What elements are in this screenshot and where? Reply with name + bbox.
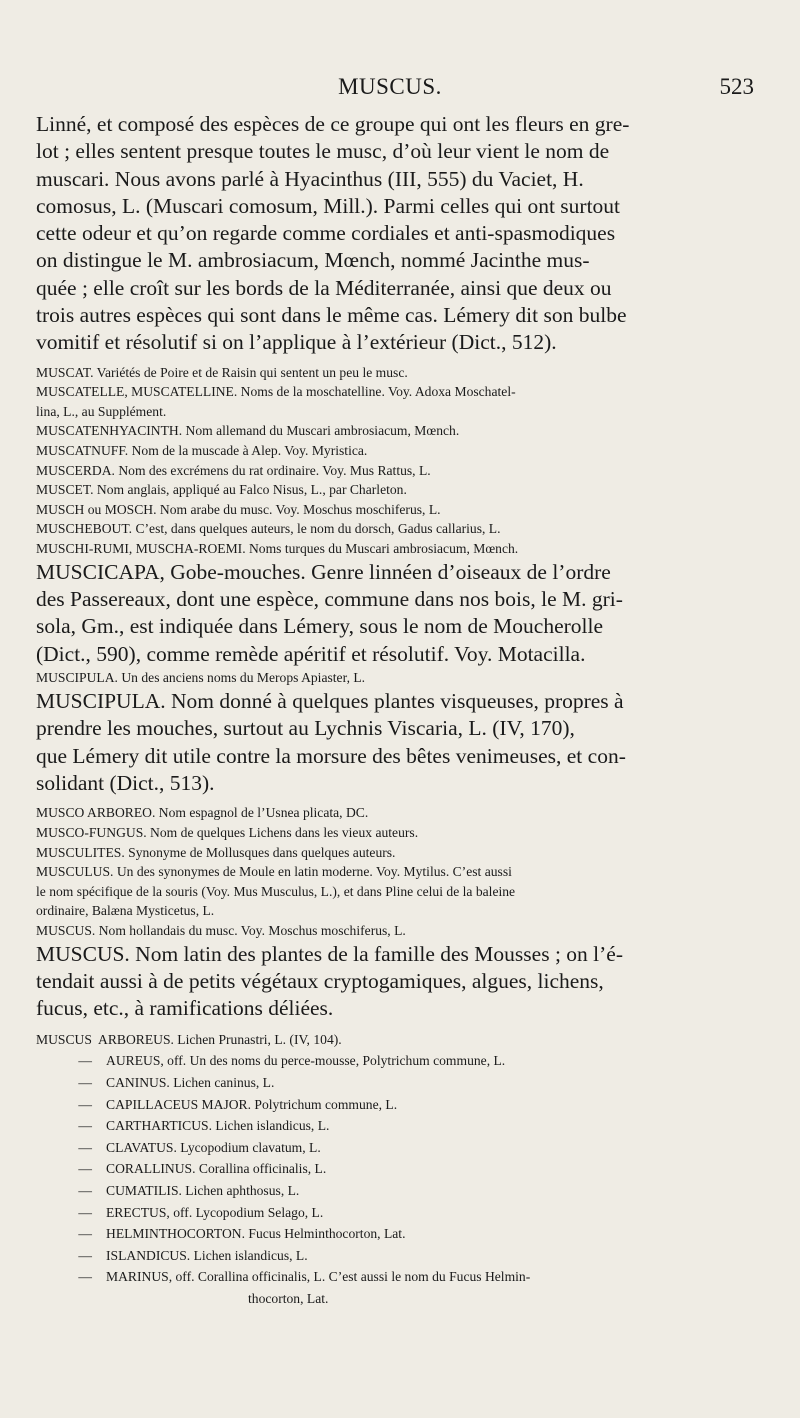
list-item [36, 1050, 764, 1072]
list-lead: — [78, 1139, 92, 1155]
list-text: ARBOREUS. Lichen Prunastri, L. (IV, 104). [98, 1031, 342, 1047]
text-line: MUSCICAPA, Gobe-mouches. Genre linnéen d’oiseaux de l’ordre [36, 559, 611, 584]
minor-entry-muscipula [36, 668, 764, 688]
text-line: comosus, L. (Muscari comosum, Mill.). Parmi celles qui ont surtout [36, 193, 621, 218]
list-lead: — [78, 1182, 92, 1198]
entry-muscat: MUSCAT. Variétés de Poire et de Raisin qui sentent un peu le musc. [36, 364, 408, 380]
list-lead: — [78, 1226, 92, 1242]
list-lead: — [78, 1161, 92, 1177]
text-line: lot ; elles sentent presque toutes le musc, d’où leur vient le nom de [36, 139, 610, 164]
list-text: CAPILLACEUS MAJOR. Polytrichum commune, L. [106, 1096, 398, 1112]
page-number: 523 [719, 74, 754, 99]
text-line: que Lémery dit utile contre la morsure des bêtes venimeuses, et con- [36, 743, 626, 768]
muscicapa-entry [36, 559, 764, 669]
list-text: HELMINTHOCORTON. Fucus Helminthocorton, Lat. [106, 1226, 406, 1242]
list-text: CARTHARTICUS. Lichen islandicus, L. [106, 1118, 330, 1134]
list-text: ISLANDICUS. Lichen islandicus, L. [106, 1247, 308, 1263]
entry-musco-arboreo: MUSCO ARBOREO. Nom espagnol de l’Usnea plicata, DC. [36, 805, 369, 821]
list-lead: — [78, 1075, 92, 1091]
list-lead: — [78, 1118, 92, 1134]
entry-musculus: MUSCULUS. Un des synonymes de Moule en latin moderne. Voy. Mytilus. C’est aussi [36, 864, 512, 880]
minor-entries-1 [36, 363, 764, 559]
text-line: cette odeur et qu’on regarde comme cordiales et anti-spasmodiques [36, 221, 616, 246]
entry-muscatelle: MUSCATELLE, MUSCATELLINE. Noms de la moschatelline. Voy. Adoxa Moschatel- [36, 384, 516, 400]
text-line: sola, Gm., est indiquée dans Lémery, sous le nom de Moucherolle [36, 614, 604, 639]
list-text: MARINUS, off. Corallina officinalis, L. C’est aussi le nom du Fucus Helmin- [106, 1269, 531, 1285]
page-header [0, 74, 800, 108]
text-line: fucus, etc., à ramifications déliées. [36, 996, 334, 1021]
list-lead: — [78, 1204, 92, 1220]
entry-muschi-rumi: MUSCHI-RUMI, MUSCHA-ROEMI. Noms turques du Muscari ambrosiacum, Mœnch. [36, 541, 519, 557]
entry-muscus-dutch: MUSCUS. Nom hollandais du musc. Voy. Moschus moschiferus, L. [36, 923, 406, 939]
entry-muschebout: MUSCHEBOUT. C’est, dans quelques auteurs, le nom du dorsch, Gadus callarius, L. [36, 521, 501, 537]
text-line: tendait aussi à de petits végétaux cryptogamiques, algues, lichens, [36, 969, 604, 994]
list-item-continuation: thocorton, Lat. [248, 1290, 329, 1306]
list-item [36, 1245, 764, 1267]
list-text: AUREUS, off. Un des noms du perce-mousse, Polytrichum commune, L. [106, 1053, 506, 1069]
list-text: CLAVATUS. Lycopodium clavatum, L. [106, 1139, 321, 1155]
entry-musco-fungus: MUSCO-FUNGUS. Nom de quelques Lichens dans les vieux auteurs. [36, 825, 419, 841]
page-body [36, 111, 764, 1310]
list-item [36, 1180, 764, 1202]
muscipula-entry [36, 688, 764, 798]
text-line: quée ; elle croît sur les bords de la Méditerranée, ainsi que deux ou [36, 275, 612, 300]
entry-musch: MUSCH ou MOSCH. Nom arabe du musc. Voy. Moschus moschiferus, L. [36, 501, 441, 517]
list-item [36, 1202, 764, 1224]
text-line: vomitif et résolutif si on l’applique à l’extérieur (Dict., 512). [36, 330, 557, 355]
text-line: trois autres espèces qui sont dans le même cas. Lémery dit son bulbe [36, 303, 627, 328]
entry-muscatelle-cont: lina, L., au Supplément. [36, 403, 167, 419]
list-item [36, 1223, 764, 1245]
list-item [36, 1072, 764, 1094]
list-text: CANINUS. Lichen caninus, L. [106, 1075, 275, 1091]
entry-musculites: MUSCULITES. Synonyme de Mollusques dans quelques auteurs. [36, 844, 396, 860]
list-text: CORALLINUS. Corallina officinalis, L. [106, 1161, 327, 1177]
running-title: MUSCUS. [338, 74, 442, 99]
text-line: MUSCUS. Nom latin des plantes de la famille des Mousses ; on l’é- [36, 941, 623, 966]
list-text: CUMATILIS. Lichen aphthosus, L. [106, 1182, 300, 1198]
entry-muscatenhyacinth: MUSCATENHYACINTH. Nom allemand du Muscari ambrosiacum, Mœnch. [36, 423, 460, 439]
text-line: on distingue le M. ambrosiacum, Mœnch, nommé Jacinthe mus- [36, 248, 590, 273]
list-lead: — [78, 1053, 92, 1069]
list-lead: — [78, 1247, 92, 1263]
list-item [36, 1137, 764, 1159]
text-line: MUSCIPULA. Nom donné à quelques plantes visqueuses, propres à [36, 688, 624, 713]
list-item [36, 1115, 764, 1137]
entry-muscerda: MUSCERDA. Nom des excrémens du rat ordinaire. Voy. Mus Rattus, L. [36, 462, 431, 478]
text-line: solidant (Dict., 513). [36, 771, 215, 796]
text-line: prendre les mouches, surtout au Lychnis Viscaria, L. (IV, 170), [36, 716, 575, 741]
text-line: (Dict., 590), comme remède apéritif et résolutif. Voy. Motacilla. [36, 641, 586, 666]
muscus-entry [36, 941, 764, 1023]
muscus-species-list [36, 1029, 764, 1310]
entry-musculus-cont: le nom spécifique de la souris (Voy. Mus Musculus, L.), et dans Pline celui de la baleine [36, 883, 516, 899]
entry-muscet: MUSCET. Nom anglais, appliqué au Falco Nisus, L., par Charleton. [36, 482, 407, 498]
entry-musculus-cont2: ordinaire, Balæna Mysticetus, L. [36, 903, 215, 919]
text-line: Linné, et composé des espèces de ce groupe qui ont les fleurs en gre- [36, 112, 630, 136]
list-item [36, 1029, 764, 1051]
list-lead: — [78, 1269, 92, 1285]
entry-muscatnuff: MUSCATNUFF. Nom de la muscade à Alep. Voy. Myristica. [36, 443, 368, 459]
list-item [36, 1158, 764, 1180]
list-item [36, 1266, 764, 1288]
list-item [36, 1094, 764, 1116]
list-text: ERECTUS, off. Lycopodium Selago, L. [106, 1204, 324, 1220]
list-lead: MUSCUS [36, 1031, 92, 1047]
list-lead: — [78, 1096, 92, 1112]
entry-muscipula-small: MUSCIPULA. Un des anciens noms du Merops Apiaster, L. [36, 670, 366, 686]
muscari-paragraph [36, 111, 764, 357]
text-line: des Passereaux, dont une espèce, commune dans nos bois, le M. gri- [36, 587, 623, 612]
text-line: muscari. Nous avons parlé à Hyacinthus (III, 555) du Vaciet, H. [36, 166, 584, 191]
minor-entries-2 [36, 803, 764, 940]
